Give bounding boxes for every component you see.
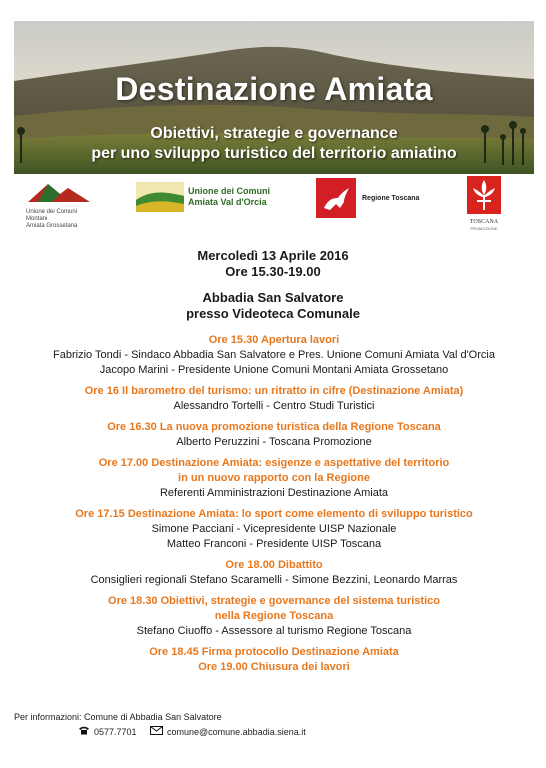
- agenda-item: [14, 558, 534, 588]
- event-venue: Abbadia San Salvatore: [202, 290, 344, 305]
- footer-email: [150, 726, 306, 737]
- email-link[interactable]: comune@comune.abbadia.siena.it: [167, 726, 306, 737]
- mountain-logo-icon: [26, 180, 92, 204]
- envelope-icon: [150, 726, 163, 737]
- agenda-speaker: Jacopo Marini - Presidente Unione Comuni Montani Amiata Grossetano: [99, 364, 449, 376]
- banner-subtitle-line1: Obiettivi, strategie e governance: [150, 125, 398, 142]
- agenda-session-title: Ore 17.15 Destinazione Amiata: lo sport come elemento di sviluppo turistico: [75, 508, 473, 520]
- agenda-session-title: Ore 15.30 Apertura lavori: [208, 334, 340, 346]
- agenda-speaker: Alberto Peruzzini - Toscana Promozione: [176, 436, 372, 448]
- phone-icon: [78, 726, 90, 737]
- agenda-item: [14, 507, 534, 552]
- agenda-session-title: Ore 18.45 Firma protocollo Destinazione Amiata: [149, 646, 399, 658]
- footer-phone: [78, 726, 137, 737]
- logo-toscana-label: TOSCANA: [469, 219, 499, 225]
- banner-subtitle-line2: per uno sviluppo turistico del territorio amiatino: [91, 145, 457, 162]
- agenda-speaker: Referenti Amministrazioni Destinazione Amiata: [159, 487, 389, 499]
- fleur-de-lis-icon: [467, 176, 501, 214]
- agenda-session-title: Ore 16.30 La nuova promozione turistica della Regione Toscana: [107, 421, 441, 433]
- agenda-item: [14, 420, 534, 450]
- event-location: presso Videoteca Comunale: [186, 306, 360, 321]
- agenda-speaker: Fabrizio Tondi - Sindaco Abbadia San Salvatore e Pres. Unione Comuni Amiata Val d'Orcia: [53, 349, 495, 361]
- event-date: Mercoledì 13 Aprile 2016: [197, 248, 349, 263]
- logo-toscana-sub: PROMOZIONE: [470, 226, 498, 231]
- logo-montani-line1: Unione dei Comuni Montani: [26, 209, 78, 222]
- agenda-session-title: Ore 18.30 Obiettivi, strategie e governance del sistema turistico: [108, 595, 440, 607]
- logo-unione-montani: [26, 180, 96, 230]
- banner-title: Destinazione Amiata: [115, 71, 433, 107]
- agenda-session-title: Ore 17.00 Destinazione Amiata: esigenze e aspettative del territorio: [98, 457, 450, 469]
- event-time: Ore 15.30-19.00: [225, 264, 321, 279]
- logo-valdorcia-line2: Amiata Val d'Orcia: [188, 197, 267, 207]
- agenda-speaker: Stefano Ciuoffo - Assessore al turismo Regione Toscana: [136, 625, 412, 637]
- agenda-item: [14, 384, 534, 414]
- event-place: [0, 290, 546, 322]
- logo-montani-line2: Amiata Grossetana: [26, 223, 78, 229]
- header-banner: [14, 21, 534, 174]
- logo-regione-toscana: [316, 178, 419, 218]
- event-datetime: [0, 248, 546, 280]
- phone-number: 0577.7701: [94, 726, 137, 737]
- valdorcia-logo-icon: [136, 182, 184, 212]
- agenda-item: [14, 333, 534, 378]
- agenda-session-title: Ore 16 Il barometro del turismo: un ritratto in cifre (Destinazione Amiata): [84, 385, 464, 397]
- agenda-session-title: nella Regione Toscana: [214, 610, 334, 622]
- logo-unione-valdorcia: [136, 182, 276, 212]
- pegasus-icon: [316, 178, 356, 218]
- agenda-speaker: Alessandro Tortelli - Centro Studi Turistici: [173, 400, 375, 412]
- agenda: [14, 333, 534, 681]
- agenda-speaker: Consiglieri regionali Stefano Scaramelli - Simone Bezzini, Leonardo Marras: [90, 574, 458, 586]
- agenda-session-title: Ore 18.00 Dibattito: [225, 559, 323, 571]
- agenda-item: [14, 594, 534, 639]
- agenda-speaker: Simone Pacciani - Vicepresidente UISP Nazionale: [151, 523, 397, 535]
- footer-info: Per informazioni: Comune di Abbadia San Salvatore: [14, 712, 222, 722]
- logo-valdorcia-line1: Unione dei Comuni: [188, 186, 270, 196]
- agenda-item: [14, 456, 534, 501]
- agenda-speaker: Matteo Franconi - Presidente UISP Toscana: [166, 538, 382, 550]
- logo-toscana-promozione: [464, 176, 504, 231]
- logo-row: [14, 176, 534, 236]
- agenda-session-title: Ore 19.00 Chiusura dei lavori: [198, 661, 350, 673]
- logo-regione-label: Regione Toscana: [362, 194, 420, 202]
- agenda-session-title: in un nuovo rapporto con la Regione: [178, 472, 370, 484]
- agenda-item: [14, 645, 534, 675]
